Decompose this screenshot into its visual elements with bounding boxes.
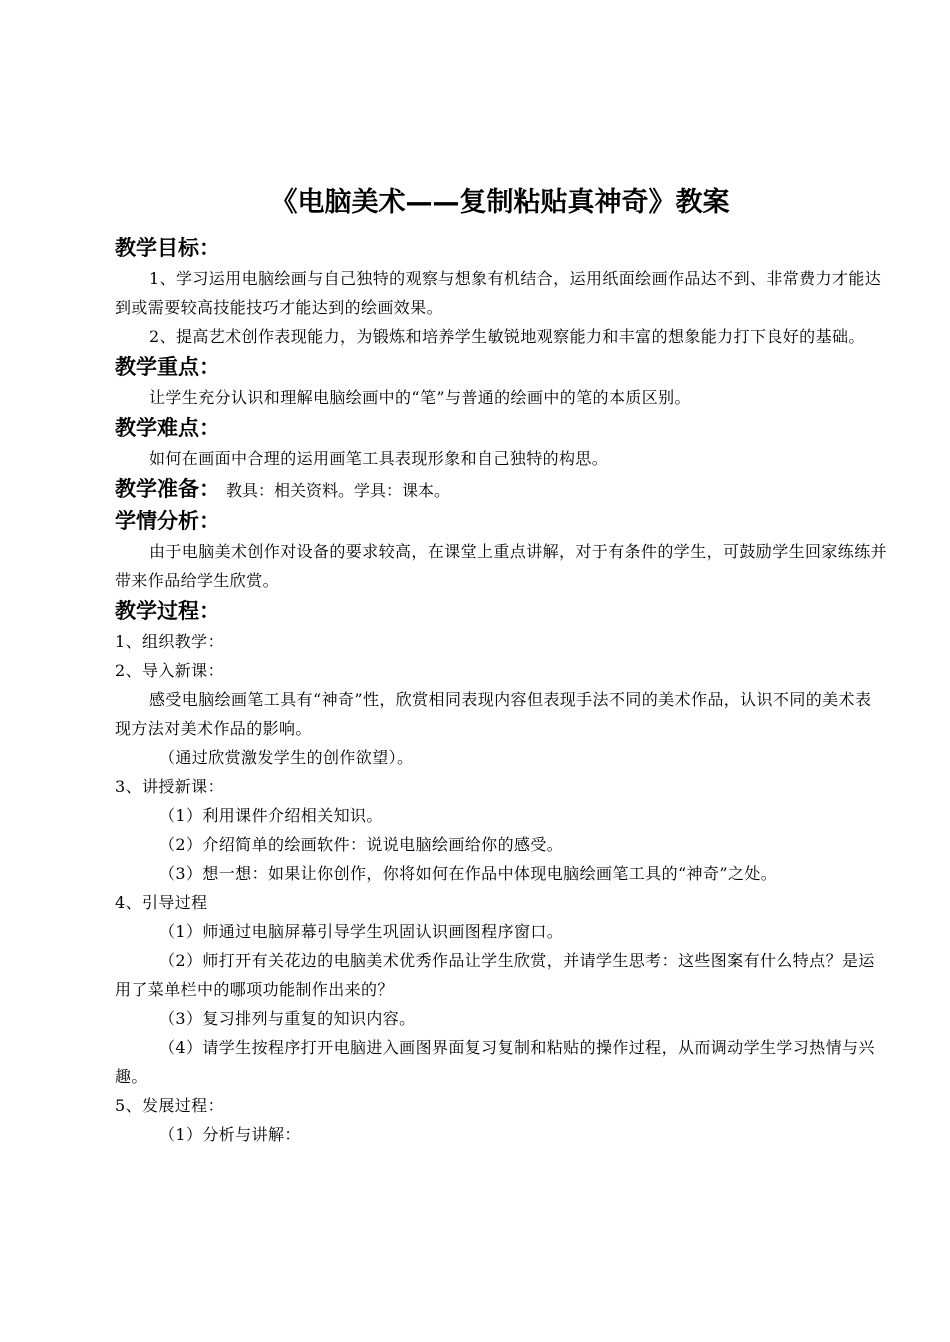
section-heading-preparation	[115, 473, 887, 505]
process-step-1: 1、组织教学：	[115, 632, 224, 651]
section-heading-process: 教学过程：	[115, 599, 220, 623]
document-body	[115, 232, 887, 1149]
process-step-3: 3、讲授新课：	[115, 777, 224, 796]
process-step-2-text: 感受电脑绘画笔工具有“神奇”性，欣赏相同表现内容但表现手法不同的美术作品，认识不同的美术表现方法对美术作品的影响。	[115, 690, 872, 738]
section-heading-key-points: 教学重点：	[115, 355, 220, 379]
section-heading-difficulties: 教学难点：	[115, 416, 220, 440]
difficulties-text: 如何在画面中合理的运用画笔工具表现形象和自己独特的构思。	[149, 449, 609, 468]
process-step-4: 4、引导过程	[115, 893, 208, 912]
key-points-text: 让学生充分认识和理解电脑绘画中的“笔”与普通的绘画中的笔的本质区别。	[149, 388, 691, 407]
process-step-4-item-2: （2）师打开有关花边的电脑美术优秀作品让学生欣赏，并请学生思考：这些图案有什么特点？是运用了菜单栏中的哪项功能制作出来的？	[115, 951, 875, 999]
process-step-4-item-1: （1）师通过电脑屏幕引导学生巩固认识画图程序窗口。	[159, 922, 564, 941]
process-step-4-item-4: （4）请学生按程序打开电脑进入画图界面复习复制和粘贴的操作过程，从而调动学生学习热情与兴趣。	[115, 1038, 875, 1086]
process-step-4-item-3: （3）复习排列与重复的知识内容。	[159, 1009, 416, 1028]
preparation-text: 教具：相关资料。学具：课本。	[226, 481, 451, 500]
process-step-2-note: （通过欣赏激发学生的创作欲望）。	[159, 748, 414, 767]
process-step-2: 2、导入新课：	[115, 661, 224, 680]
process-step-5: 5、发展过程：	[115, 1096, 224, 1115]
process-step-5-item-1: （1）分析与讲解：	[159, 1125, 301, 1144]
process-step-3-item-2: （2）介绍简单的绘画软件：说说电脑绘画给你的感受。	[159, 835, 564, 854]
objective-item-2: 2、提高艺术创作表现能力，为锻炼和培养学生敏锐地观察能力和丰富的想象能力打下良好的基础。	[149, 327, 865, 346]
objective-item-1: 1、学习运用电脑绘画与自己独特的观察与想象有机结合，运用纸面绘画作品达不到、非常费力才能达到或需要较高技能技巧才能达到的绘画效果。	[115, 269, 882, 317]
preparation-heading-label: 教学准备：	[115, 477, 220, 501]
process-step-3-item-3: （3）想一想：如果让你创作，你将如何在作品中体现电脑绘画笔工具的“神奇”之处。	[159, 864, 778, 883]
process-step-3-item-1: （1）利用课件介绍相关知识。	[159, 806, 383, 825]
section-heading-objectives: 教学目标：	[115, 236, 220, 260]
section-heading-analysis: 学情分析：	[115, 509, 220, 533]
document-title: 《电脑美术——复制粘贴真神奇》教案	[270, 187, 730, 218]
analysis-text: 由于电脑美术创作对设备的要求较高，在课堂上重点讲解，对于有条件的学生，可鼓励学生回家练练并带来作品给学生欣赏。	[115, 542, 888, 590]
